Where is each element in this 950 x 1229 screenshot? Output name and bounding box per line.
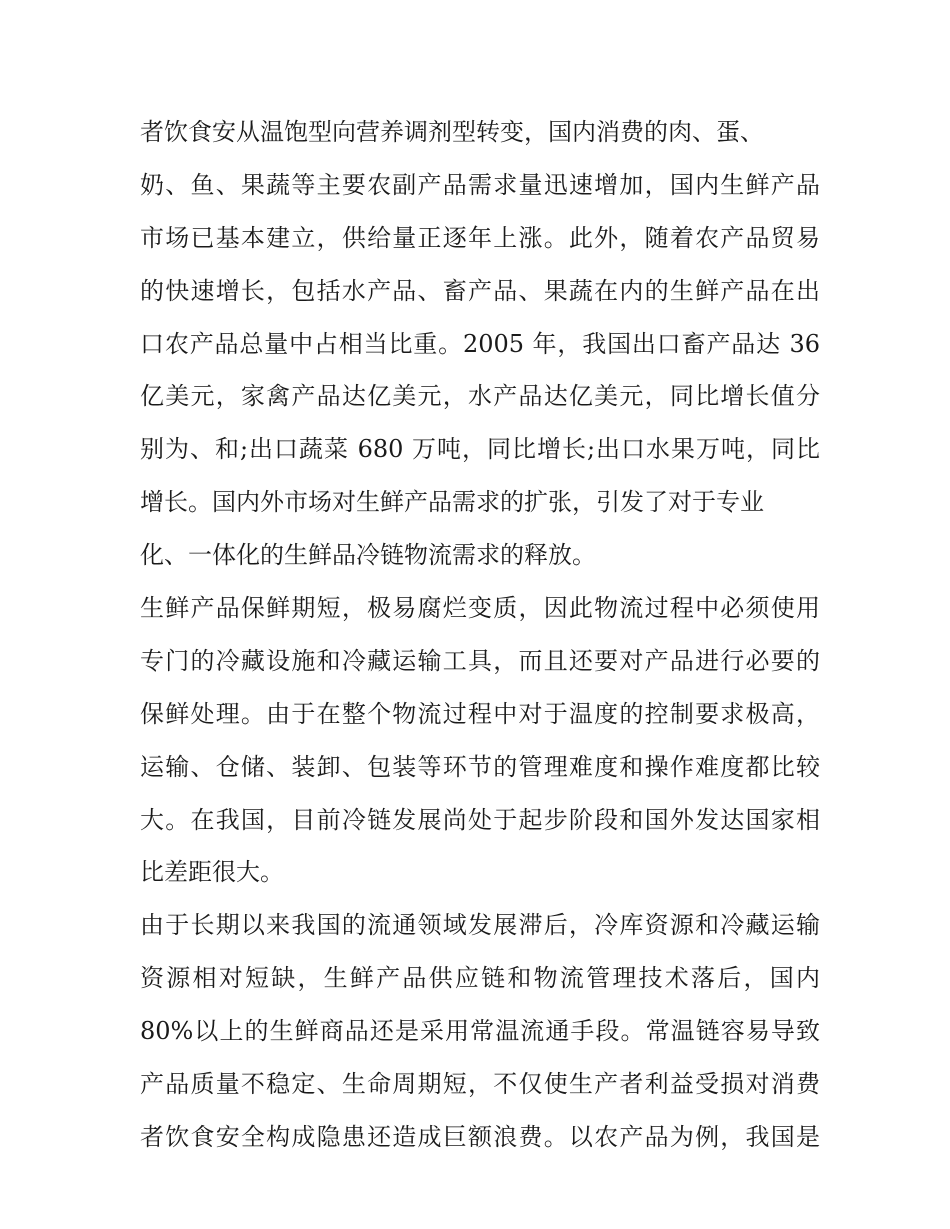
text-line: 的快速增长，包括水产品、畜产品、果蔬在内的生鲜产品在出	[140, 276, 820, 305]
text-line: 80%以上的生鲜商品还是采用常温流通手段。常温链容易导致	[140, 1017, 820, 1046]
text-line: 运输、仓储、装卸、包装等环节的管理难度和操作难度都比较	[140, 752, 820, 781]
text-line: 由于长期以来我国的流通领域发展滞后，冷库资源和冷藏运输	[140, 911, 820, 940]
document-body	[140, 106, 820, 1164]
text-line: 亿美元，家禽产品达亿美元，水产品达亿美元，同比增长值分	[140, 382, 820, 411]
paragraph-2	[140, 582, 820, 899]
text-line: 化、一体化的生鲜品冷链物流需求的释放。	[140, 541, 596, 570]
text-line: 别为、和;出口蔬菜 680 万吨，同比增长;出口水果万吨，同比	[140, 435, 820, 464]
text-line: 奶、鱼、果蔬等主要农副产品需求量迅速增加，国内生鲜产品	[140, 170, 820, 199]
text-line: 产品质量不稳定、生命周期短，不仅使生产者利益受损对消费	[140, 1070, 820, 1099]
text-line: 比差距很大。	[140, 858, 284, 887]
text-line: 者饮食安全构成隐患还造成巨额浪费。以农产品为例，我国是	[140, 1122, 820, 1151]
paragraph-3	[140, 899, 820, 1163]
paragraph-1	[140, 106, 820, 582]
text-line: 专门的冷藏设施和冷藏运输工具，而且还要对产品进行必要的	[140, 646, 820, 675]
text-line: 者饮食安从温饱型向营养调剂型转变，国内消费的肉、蛋、	[140, 118, 764, 146]
text-line: 增长。国内外市场对生鲜产品需求的扩张，引发了对于专业	[140, 488, 764, 517]
text-line: 口农产品总量中占相当比重。2005 年，我国出口畜产品达 36	[140, 329, 820, 358]
text-line: 保鲜处理。由于在整个物流过程中对于温度的控制要求极高，	[140, 699, 820, 728]
text-line: 大。在我国，目前冷链发展尚处于起步阶段和国外发达国家相	[140, 805, 820, 834]
text-line: 生鲜产品保鲜期短，极易腐烂变质，因此物流过程中必须使用	[140, 594, 820, 623]
text-line: 市场已基本建立，供给量正逐年上涨。此外，随着农产品贸易	[140, 223, 820, 252]
text-line: 资源相对短缺，生鲜产品供应链和物流管理技术落后，国内	[140, 964, 820, 993]
